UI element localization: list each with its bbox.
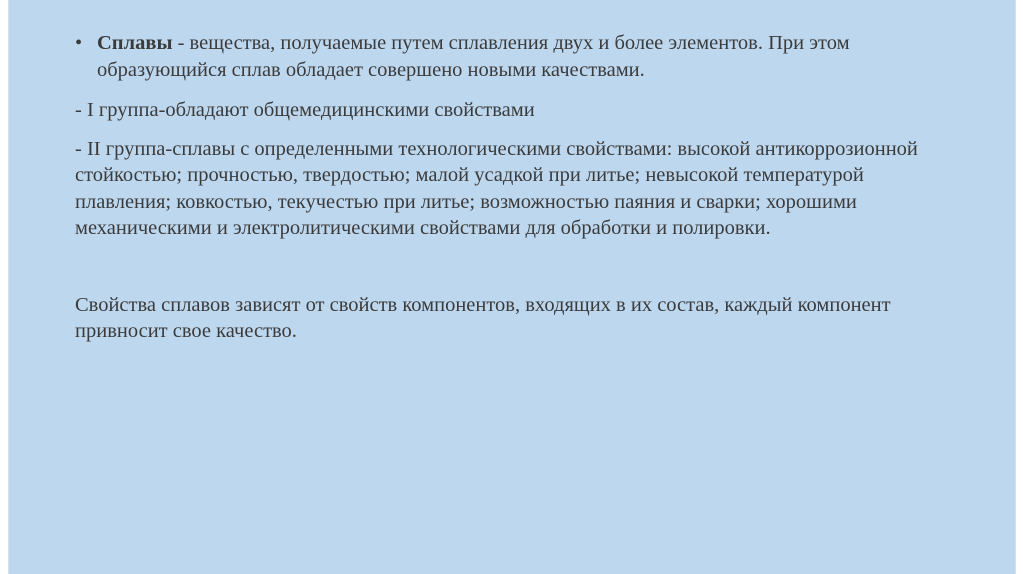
bullet-marker: • — [75, 32, 83, 54]
summary-text: Свойства сплавов зависят от свойств компонентов, входящих в их состав, каждый компонент привносит свое качество. — [75, 293, 891, 342]
definition-text: - вещества, получаемые путем сплавления двух и более элементов. При этом образующийся сплав обладает совершено новыми качествами. — [97, 32, 850, 81]
definition-term: Сплавы — [97, 32, 173, 54]
slide — [8, 0, 1016, 574]
group-two-text: - II группа-сплавы с определенными технологическими свойствами: высокой антикоррозионной стойкостью; прочностью, твердостью; малой усадкой при литье; невысокой температурой плавления; ковкостью, текучестью при литье; возможностью паяния и сварки; хорошими механическими и электролитическими свойствами для обработки и полировки. — [75, 137, 918, 239]
group-one-text: - I группа-обладают общемедицинскими свойствами — [75, 99, 535, 121]
slide-content — [75, 30, 965, 345]
definition-bullet-item — [75, 30, 965, 83]
